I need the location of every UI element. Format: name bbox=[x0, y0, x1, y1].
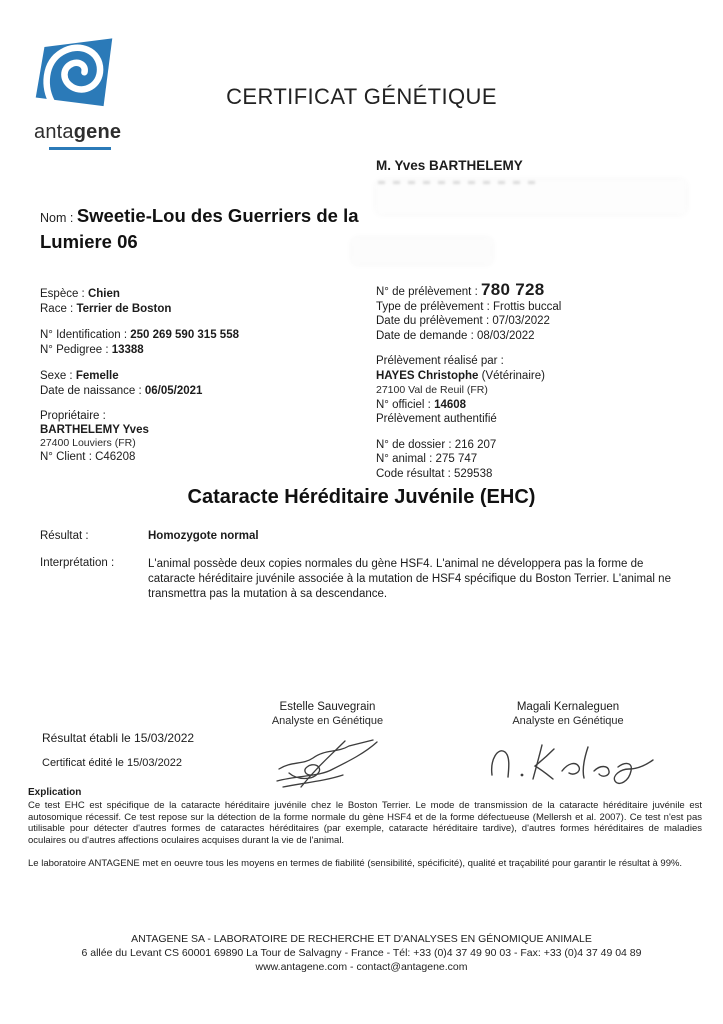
birthdate-value: 06/05/2021 bbox=[144, 385, 203, 397]
explanation-heading: Explication bbox=[28, 787, 82, 798]
veterinarian-title: (Vétérinaire) bbox=[478, 369, 545, 382]
animal-details-column bbox=[40, 287, 365, 475]
edit-date: Certificat édité le 15/03/2022 bbox=[42, 757, 183, 769]
sex-row bbox=[40, 369, 365, 384]
identification-group bbox=[40, 328, 365, 358]
redacted-address-block-2 bbox=[352, 238, 492, 264]
brand-wordmark bbox=[34, 121, 154, 144]
identification-label: N° Identification : bbox=[40, 329, 131, 341]
result-value: Homozygote normal bbox=[148, 530, 259, 542]
result-date: Résultat établi le 15/03/2022 bbox=[42, 731, 195, 745]
animal-name: Sweetie-Lou des Guerriers de la Lumiere 06 bbox=[40, 205, 359, 252]
official-number-label: N° officiel : bbox=[376, 398, 435, 411]
analyst-role: Analyste en Génétique bbox=[512, 715, 624, 727]
breed-row bbox=[40, 302, 365, 317]
sex-birth-group bbox=[40, 369, 365, 399]
analyst-role: Analyste en Génétique bbox=[271, 715, 384, 727]
logo-underline bbox=[49, 147, 111, 150]
interpretation-text: L'animal possède deux copies normales du gène HSF4. L'animal ne développera pas la forme de cataracte héréditaire juvénile associée à la mutation de HSF4 spécifique du Boston Terrier. L'animal ne transmettra pas la mutation à sa descendance. bbox=[148, 558, 671, 600]
file-number-row: N° de dossier : 216 207 bbox=[376, 438, 497, 451]
signature-script-icon bbox=[478, 735, 658, 787]
identification-row bbox=[40, 328, 365, 343]
redacted-text-remnant bbox=[378, 181, 538, 184]
analyst-name: Estelle Sauvegrain bbox=[279, 701, 376, 713]
pedigree-label: N° Pedigree : bbox=[40, 344, 112, 356]
sample-number-row bbox=[376, 280, 706, 300]
breed-value: Terrier de Boston bbox=[76, 303, 172, 315]
pedigree-row bbox=[40, 343, 365, 358]
veterinarian-name: HAYES Christophe bbox=[376, 369, 479, 382]
certificate-dates bbox=[42, 731, 194, 769]
reference-group bbox=[376, 438, 706, 482]
footer-address-line: 6 allée du Levant CS 60001 69890 La Tour de Salvagny - France - Tél: +33 (0)4 37 49 90 03 - Fax: +33 (0)4 37 49 04 89 bbox=[81, 947, 642, 959]
breed-label: Race : bbox=[40, 303, 77, 315]
interpretation-label: Interprétation : bbox=[40, 557, 115, 569]
request-date-row: Date de demande : 08/03/2022 bbox=[376, 329, 535, 342]
veterinarian-city: 27100 Val de Reuil (FR) bbox=[376, 384, 488, 396]
brand-bold: gene bbox=[73, 121, 122, 143]
sample-group bbox=[376, 280, 706, 343]
client-number: N° Client : C46208 bbox=[40, 450, 136, 463]
sample-number-label: N° de prélèvement : bbox=[376, 286, 481, 298]
owner-group bbox=[40, 410, 365, 464]
explanation-section bbox=[28, 787, 702, 869]
result-code-row: Code résultat : 529538 bbox=[376, 467, 493, 480]
document-title: CERTIFICAT GÉNÉTIQUE bbox=[226, 84, 497, 109]
analyst-name: Magali Kernaleguen bbox=[516, 701, 620, 713]
owner-city: 27400 Louviers (FR) bbox=[40, 437, 136, 449]
authenticated-row: Prélèvement authentifié bbox=[376, 413, 497, 425]
sex-value: Femelle bbox=[75, 370, 119, 382]
brand-regular: anta bbox=[34, 121, 74, 143]
species-value: Chien bbox=[87, 288, 120, 300]
animal-name-block bbox=[40, 204, 370, 256]
signature-scribble-icon bbox=[273, 735, 383, 793]
footer-contact-line: www.antagene.com - contact@antagene.com bbox=[255, 961, 468, 973]
sample-date-row: Date du prélèvement : 07/03/2022 bbox=[376, 315, 550, 327]
species-label: Espèce : bbox=[40, 288, 88, 300]
sample-details-column bbox=[376, 280, 706, 492]
sex-label: Sexe : bbox=[40, 370, 76, 382]
guarantee-text: Le laboratoire ANTAGENE met en oeuvre tous les moyens en termes de fiabilité (sensibilité, spécificité), qualité et traçabilité pour garantir le résultat à 99%. bbox=[28, 858, 683, 870]
animal-number-row: N° animal : 275 747 bbox=[376, 453, 478, 465]
sample-type-row: Type de prélèvement : Frottis buccal bbox=[376, 300, 562, 313]
redacted-address-block bbox=[376, 180, 686, 214]
footer bbox=[0, 932, 723, 974]
species-group bbox=[40, 287, 365, 317]
explanation-text: Ce test EHC est spécifique de la cataracte héréditaire juvénile chez le Boston Terrier. Le mode de transmission de la cataracte héréditaire juvénile est autosomique récessif. Ce test repose sur la détection de la forme normale du gène HSF4 et de la forme défectueuse (Mellersh et al. 2007). Ce test n'est pas utilisable pour détecter d'autres formes de cataractes héréditaires (par exemple, cataracte héréditaire tardive), d'autres formes héréditaires de maladies oculaires ou d'autres affections oculaires acquises durant la vie de l'animal. bbox=[28, 800, 702, 846]
pedigree-value: 13388 bbox=[111, 344, 144, 356]
addressee-name: M. Yves BARTHELEMY bbox=[376, 158, 523, 173]
veterinarian-row bbox=[376, 369, 706, 384]
sampler-label: Prélèvement réalisé par : bbox=[376, 355, 504, 367]
identification-value: 250 269 590 315 558 bbox=[130, 329, 239, 341]
official-number-value: 14608 bbox=[434, 398, 467, 411]
birthdate-row bbox=[40, 384, 365, 399]
official-number-row bbox=[376, 398, 706, 413]
birthdate-label: Date de naissance : bbox=[40, 385, 145, 397]
sampler-group bbox=[376, 354, 706, 427]
result-label: Résultat : bbox=[40, 530, 89, 542]
species-row bbox=[40, 287, 365, 302]
test-title: Cataracte Héréditaire Juvénile (EHC) bbox=[187, 486, 536, 508]
signature-block-left bbox=[240, 701, 415, 798]
owner-label: Propriétaire : bbox=[40, 410, 106, 422]
nom-label: Nom : bbox=[40, 211, 77, 225]
sample-number-value: 780 728 bbox=[480, 280, 545, 299]
owner-name: BARTHELEMY Yves bbox=[40, 423, 149, 436]
footer-company-line: ANTAGENE SA - LABORATOIRE DE RECHERCHE ET D'ANALYSES EN GÉNOMIQUE ANIMALE bbox=[131, 933, 592, 945]
signature-block-right bbox=[468, 701, 668, 792]
